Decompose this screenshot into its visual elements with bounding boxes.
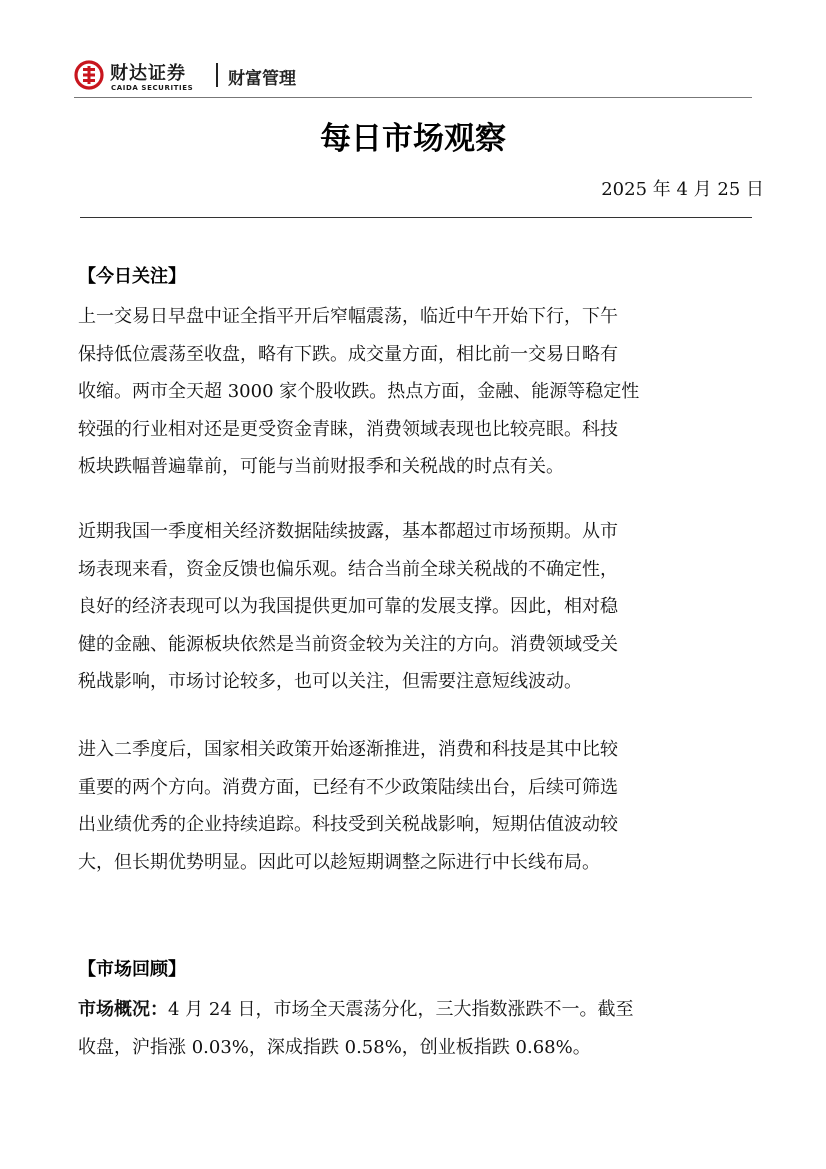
sub-brand-name: 财富管理	[228, 69, 296, 89]
text-line: 较强的行业相对还是更受资金青睐，消费领域表现也比较亮眼。科技	[78, 418, 618, 440]
text-line: 大，但长期优势明显。因此可以趁短期调整之际进行中长线布局。	[78, 851, 600, 873]
brand-name-cn: 财达证券	[110, 63, 186, 84]
text-line: 良好的经济表现可以为我国提供更加可靠的发展支撑。因此，相对稳	[78, 596, 618, 617]
focus-paragraph-2	[78, 513, 754, 701]
focus-paragraph-3	[78, 731, 754, 881]
text-line: 近期我国一季度相关经济数据陆续披露，基本都超过市场预期。从市	[78, 521, 618, 542]
section-heading-review: 【市场回顾】	[78, 959, 186, 980]
page-title: 每日市场观察	[320, 121, 506, 157]
market-overview-label: 市场概况：	[78, 999, 168, 1020]
text-line: 收盘，沪指涨 0.03%，深成指跌 0.58%，创业板指跌 0.68%。	[78, 1036, 591, 1058]
header-divider	[74, 97, 752, 98]
text-line: 场表现来看，资金反馈也偏乐观。结合当前全球关税战的不确定性，	[78, 558, 618, 580]
report-date: 2025 年 4 月 25 日	[601, 179, 764, 200]
brand-divider	[216, 63, 218, 87]
text-line: 税战影响，市场讨论较多，也可以关注，但需要注意短线波动。	[78, 671, 582, 692]
text-line: 收缩。两市全天超 3000 家个股收跌。热点方面，金融、能源等稳定性	[78, 381, 640, 402]
caida-logo-icon	[74, 60, 104, 90]
page-header	[74, 58, 754, 94]
brand-name-en: CAIDA SECURITIES	[111, 84, 194, 92]
date-divider	[80, 217, 752, 218]
text-line: 进入二季度后，国家相关政策开始逐渐推进，消费和科技是其中比较	[78, 739, 618, 760]
text-line: 重要的两个方向。消费方面，已经有不少政策陆续出台，后续可筛选	[78, 776, 618, 798]
text-line: 保持低位震荡至收盘，略有下跌。成交量方面，相比前一交易日略有	[78, 343, 618, 365]
review-paragraph	[78, 991, 754, 1066]
text-line: 上一交易日早盘中证全指平开后窄幅震荡，临近中午开始下行，下午	[78, 306, 618, 327]
text-line: 健的金融、能源板块依然是当前资金较为关注的方向。消费领域受关	[78, 633, 618, 655]
market-overview-text: 4 月 24 日，市场全天震荡分化，三大指数涨跌不一。截至	[168, 999, 634, 1020]
text-line	[78, 991, 754, 1029]
focus-paragraph-1	[78, 298, 754, 486]
text-line: 板块跌幅普遍靠前，可能与当前财报季和关税战的时点有关。	[78, 456, 564, 477]
section-heading-focus: 【今日关注】	[78, 266, 186, 287]
text-line: 出业绩优秀的企业持续追踪。科技受到关税战影响，短期估值波动较	[78, 814, 618, 835]
